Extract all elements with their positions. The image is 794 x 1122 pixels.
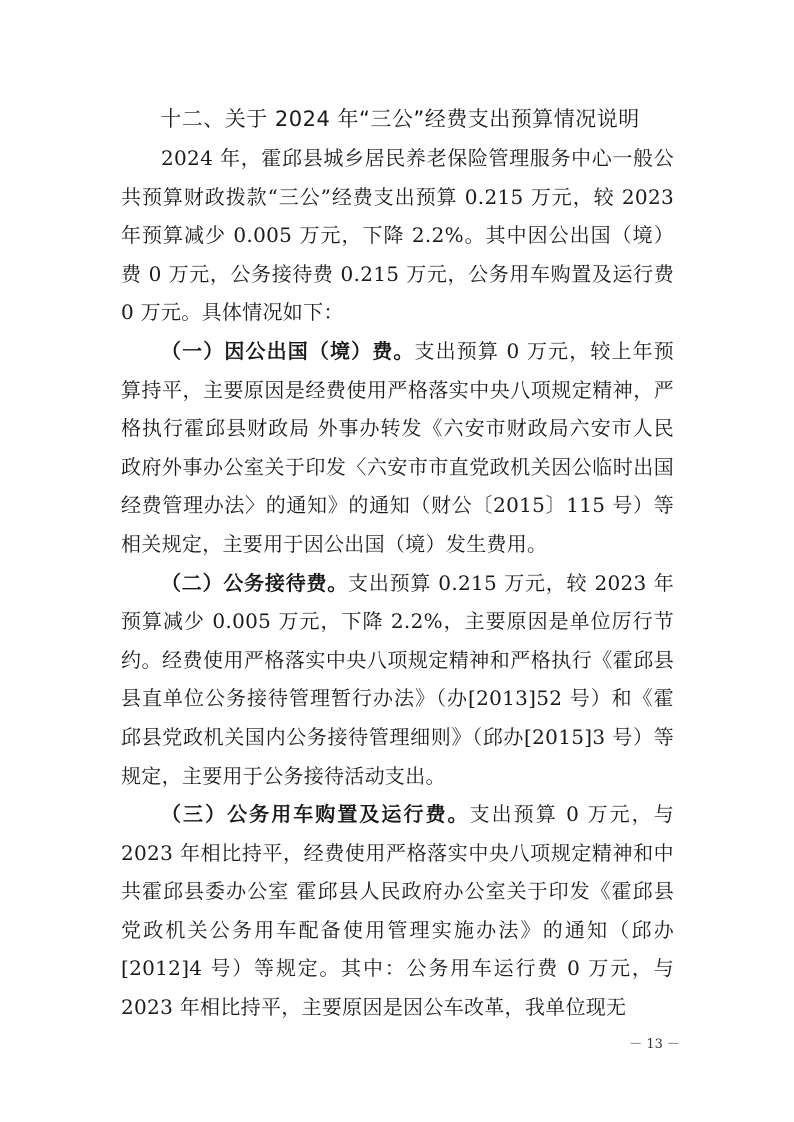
heading-overseas-travel: （一）因公出国（境）费。 [161,338,415,363]
text-overseas-travel: 支出预算 0 万元，较上年预算持平，主要原因是经费使用严格落实中央八项规定精神，严格执行霍邱县财政局 外事办转发《六安市财政局六安市人民政府外事办公室关于印发〈六安市市直党政机关因公临时出国经费管理办法〉的通知》的通知（财公〔2015〕115 号）等相关规定，主要用于因公出国（境）发生费用。 [121,338,674,556]
paragraph-overseas-travel [121,332,674,564]
intro-paragraph: 2024 年，霍邱县城乡居民养老保险管理服务中心一般公共预算财政拨款“三公”经费支出预算 0.215 万元，较 2023 年预算减少 0.005 万元，下降 2.2%。其中因公出国（境）费 0 万元，公务接待费 0.215 万元，公务用车购置及运行费 0 万元。具体情况如下： [121,146,674,325]
body-text [121,139,674,1027]
page-number: － 13 － [629,1037,680,1052]
paragraph-official-reception [121,564,674,796]
section-title: 十二、关于 2024 年“三公”经费支出预算情况说明 [160,107,640,131]
text-official-vehicles: 支出预算 0 万元，与 2023 年相比持平，经费使用严格落实中央八项规定精神和中共霍邱县委办公室 霍邱县人民政府办公室关于印发《霍邱县党政机关公务用车配备使用管理实施办法》的通知（邱办[2012]4 号）等规定。其中：公务用车运行费 0 万元，与 2023 年相比持平，主要原因是因公车改革，我单位现无 [121,802,674,1020]
paragraph-official-vehicles [121,795,674,1027]
heading-official-vehicles: （三）公务用车购置及运行费。 [161,802,470,827]
text-official-reception: 支出预算 0.215 万元，较 2023 年预算减少 0.005 万元，下降 2.2%，主要原因是单位厉行节约。经费使用严格落实中央八项规定精神和严格执行《霍邱县县直单位公务接待管理暂行办法》（办[2013]52 号）和《霍邱县党政机关国内公务接待管理细则》（邱办[2015]3 号）等规定，主要用于公务接待活动支出。 [121,570,675,788]
heading-official-reception: （二）公务接待费。 [161,570,349,595]
